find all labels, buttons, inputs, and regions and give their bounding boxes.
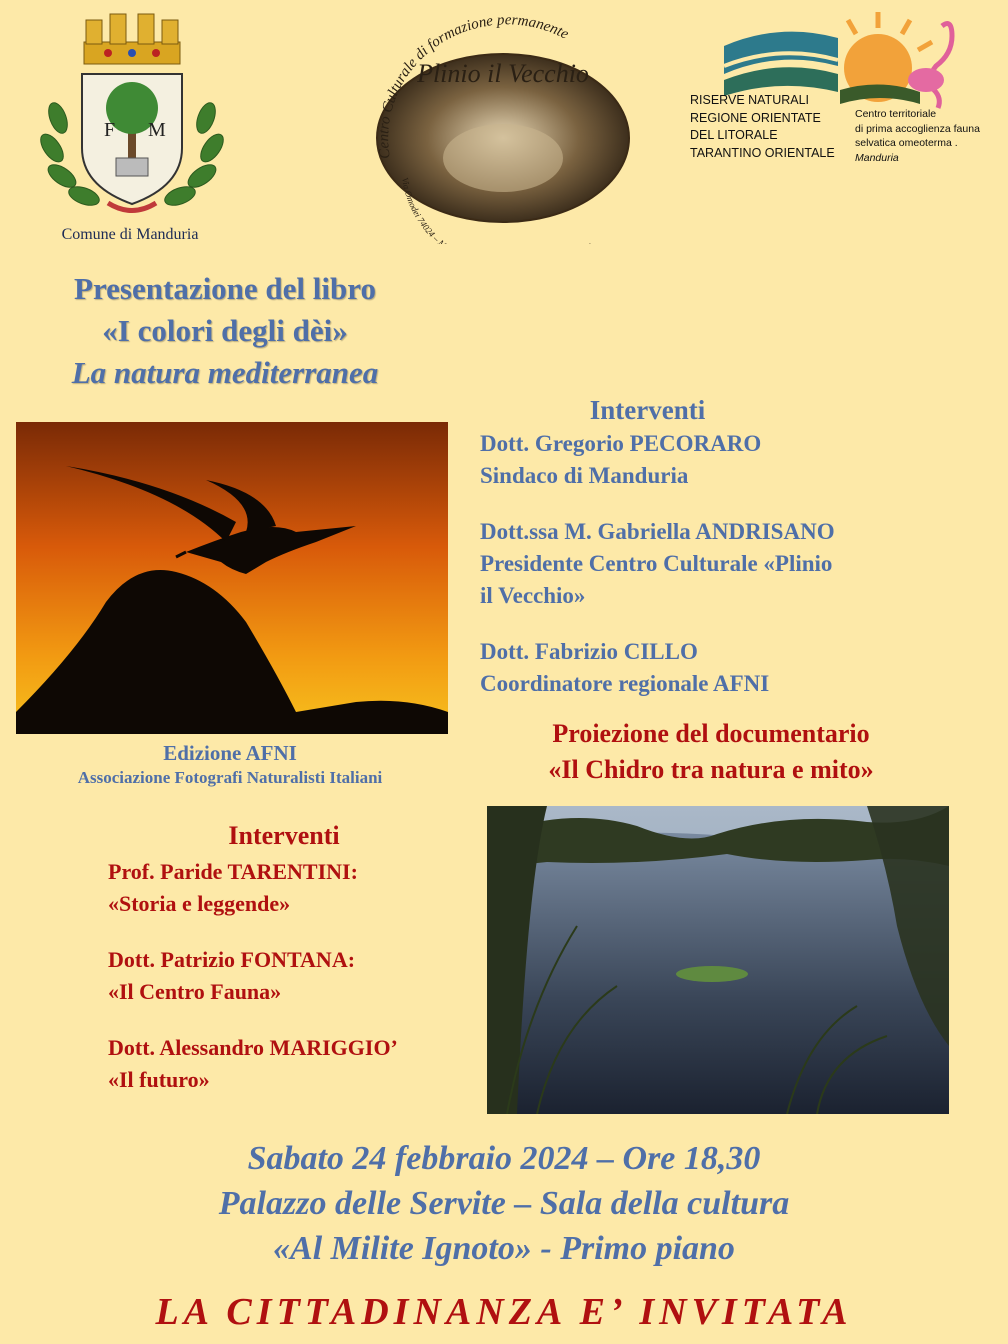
book-subtitle: La natura mediterranea	[71, 355, 379, 390]
riserve-line: REGIONE ORIENTATE	[690, 110, 821, 125]
documentary-title: «Il Chidro tra natura e mito»	[548, 755, 874, 784]
speaker-name: Dott. Alessandro MARIGGIO’	[108, 1035, 398, 1060]
crest-letter-f: F	[104, 119, 116, 141]
comune-crest-logo	[38, 8, 226, 220]
speaker-topic: «Il futuro»	[108, 1067, 210, 1092]
interventi-heading: Interventi	[589, 395, 706, 425]
riserve-line: TARANTINO ORIENTALE	[690, 145, 835, 160]
screening-heading: Proiezione del documentario	[552, 719, 870, 748]
riserve-naturali-text	[690, 92, 835, 162]
edition-label: Edizione AFNI	[163, 741, 297, 765]
event-date-time: Sabato 24 febbraio 2024 – Ore 18,30	[247, 1140, 761, 1177]
plinio-il-vecchio-logo	[362, 8, 644, 244]
speaker-tarentini	[108, 856, 448, 920]
plinio-address-text: Via Omodei 74024 –	[399, 176, 442, 244]
event-room: «Al Milite Ignoto» - Primo piano	[273, 1230, 735, 1267]
interventi-heading: Interventi	[228, 821, 340, 850]
edition-info	[10, 739, 450, 789]
speaker-topic: «Storia e leggende»	[108, 891, 291, 916]
event-venue: Palazzo delle Servite – Sala della cultura	[218, 1185, 790, 1222]
centro-line: di prima accoglienza fauna	[855, 122, 980, 135]
event-details	[0, 1136, 1008, 1271]
centro-place: Manduria	[855, 151, 899, 164]
afni-full-name: Associazione Fotografi Naturalisti Italiani	[77, 768, 383, 787]
riserve-line: DEL LITORALE	[690, 128, 778, 142]
speaker-andrisano	[480, 516, 900, 612]
speaker-name: Dott. Fabrizio CILLO	[480, 639, 698, 664]
speaker-name: Dott. Gregorio PECORARO	[480, 431, 762, 456]
speaker-role: Sindaco di Manduria	[480, 463, 689, 488]
book-title: «I colori degli dèi»	[102, 313, 348, 348]
plinio-logo-name: Plinio il Vecchio	[417, 59, 589, 88]
speaker-role: Coordinatore regionale AFNI	[480, 671, 770, 696]
speaker-cillo	[480, 636, 900, 700]
comune-label: Comune di Manduria	[61, 226, 199, 243]
centro-line: Centro territoriale	[855, 108, 937, 120]
chidro-lake-photo	[487, 806, 949, 1114]
speaker-fontana	[108, 944, 448, 1008]
bird-silhouette-photo	[16, 422, 448, 734]
speaker-name: Dott. Patrizio FONTANA:	[108, 947, 356, 972]
centro-line: selvatica omeoterma .	[855, 137, 958, 149]
plinio-arc-text: Centro Culturale di formazione permanente	[376, 12, 572, 160]
invitation-line: LA CITTADINANZA E’ INVITATA	[155, 1291, 853, 1333]
speaker-mariggio	[108, 1032, 448, 1096]
interventi-right	[480, 394, 900, 700]
interventi-left	[108, 820, 448, 1096]
speaker-pecoraro	[480, 428, 900, 492]
speaker-name: Dott.ssa M. Gabriella ANDRISANO	[480, 519, 835, 544]
speaker-topic: «Il Centro Fauna»	[108, 979, 282, 1004]
speaker-role: Presidente Centro Culturale «Plinio	[480, 551, 833, 576]
centro-fauna-text	[855, 107, 1008, 165]
riserve-line: RISERVE NATURALI	[690, 93, 810, 107]
presentation-heading: Presentazione del libro	[74, 271, 376, 306]
documentary-screening	[478, 716, 944, 788]
speaker-name: Prof. Paride TARENTINI:	[108, 859, 358, 884]
speaker-role: il Vecchio»	[480, 583, 586, 608]
crest-letter-m: M	[148, 119, 166, 141]
book-title-block	[20, 268, 430, 394]
